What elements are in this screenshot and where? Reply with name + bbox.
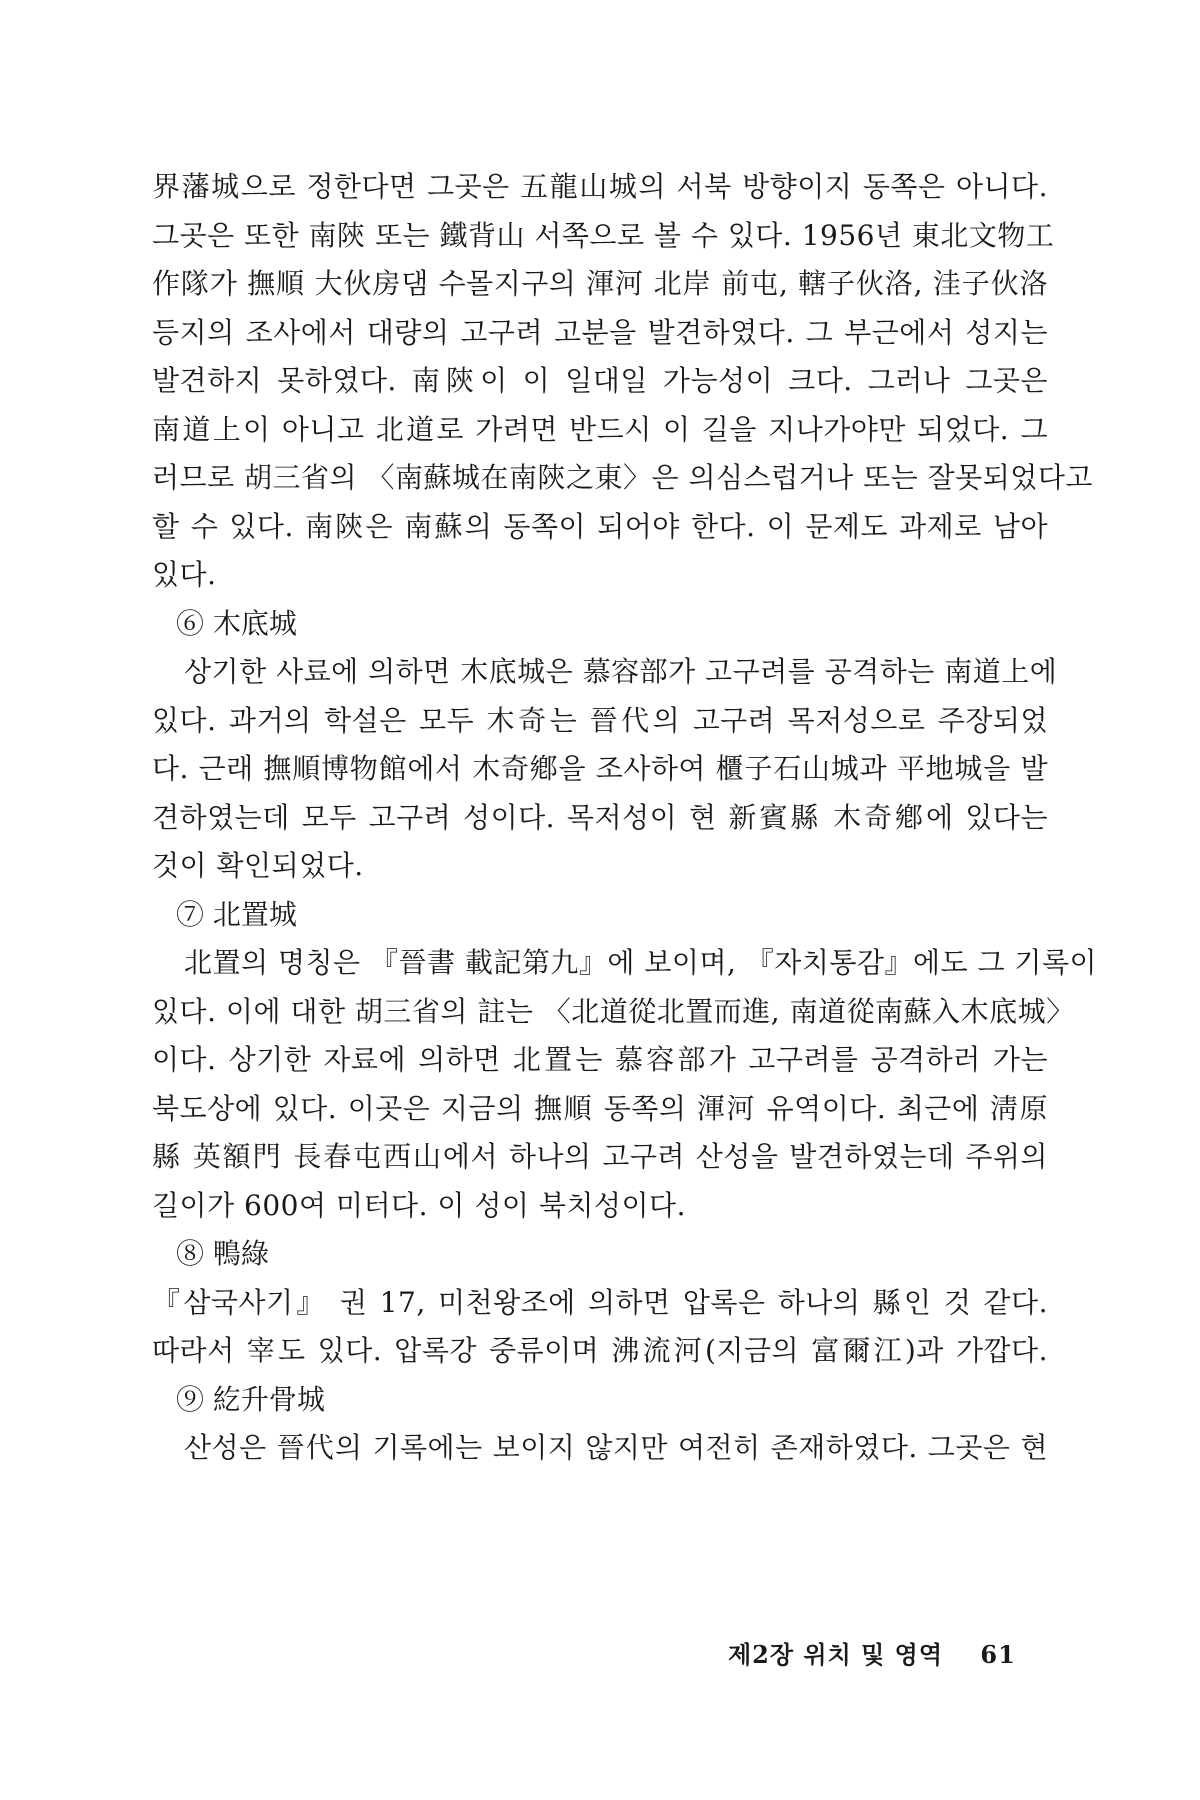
text-line: 『삼국사기』 권 17, 미천왕조에 의하면 압록은 하나의 縣인 것 같다.	[152, 1285, 1048, 1319]
text-line: 이다. 상기한 자료에 의하면 北置는 慕容部가 고구려를 공격하러 가는	[152, 1043, 1048, 1076]
text-line: 있다. 과거의 학설은 모두 木奇는 晉代의 고구려 목저성으로 주장되었	[152, 703, 1048, 737]
text-line: 다. 근래 撫順博物館에서 木奇鄕을 조사하여 櫃子石山城과 平地城을 발	[152, 752, 1048, 785]
text-line: 등지의 조사에서 대량의 고구려 고분을 발견하였다. 그 부근에서 성지는	[152, 315, 1048, 349]
text-line: 할 수 있다. 南陝은 南蘇의 동쪽이 되어야 한다. 이 문제도 과제로 남아	[152, 509, 1048, 543]
page-number: 61	[980, 1640, 1016, 1669]
text-line: 있다.	[152, 558, 217, 591]
text-line: 산성은 晉代의 기록에는 보이지 않지만 여전히 존재하였다. 그곳은 현	[184, 1431, 1048, 1464]
body-text	[152, 163, 1098, 1473]
text-line: 발견하지 못하였다. 南陝이 이 일대일 가능성이 크다. 그러나 그곳은	[152, 364, 1048, 397]
text-line: 있다. 이에 대한 胡三省의 註는 〈北道從北置而進, 南道從南蘇入木底城〉	[152, 994, 1075, 1028]
text-line: 作隊가 撫順 大伙房댐 수몰지구의 渾河 北岸 前屯, 轄子伙洛, 洼子伙洛	[152, 267, 1048, 300]
text-line: 상기한 사료에 의하면 木底城은 慕容部가 고구려를 공격하는 南道上에	[184, 655, 1058, 688]
page-footer	[728, 1635, 1016, 1670]
text-line: 러므로 胡三省의 〈南蘇城在南陝之東〉은 의심스럽거나 또는 잘못되었다고	[152, 461, 1093, 494]
text-line: 것이 확인되었다.	[152, 849, 364, 882]
text-line: 縣 英額門 長春屯西山에서 하나의 고구려 산성을 발견하였는데 주위의	[152, 1140, 1048, 1173]
section-heading-bukchiseong: ⑦ 北置城	[176, 897, 297, 931]
section-heading-heulseunggolseong: ⑨ 紇升骨城	[176, 1382, 325, 1416]
section-heading-amnok: ⑧ 鴨綠	[176, 1237, 269, 1270]
text-line: 길이가 600여 미터다. 이 성이 북치성이다.	[152, 1188, 686, 1222]
text-line: 따라서 宰도 있다. 압록강 중류이며 沸流河(지금의 富爾江)과 가깝다.	[152, 1334, 1048, 1367]
chapter-title: 제2장 위치 및 영역	[728, 1640, 944, 1669]
section-heading-mokjeoseong: ⑥ 木底城	[176, 606, 297, 640]
text-line: 南道上이 아니고 北道로 가려면 반드시 이 길을 지나가야만 되었다. 그	[152, 412, 1048, 446]
text-line: 그곳은 또한 南陝 또는 鐵背山 서쪽으로 볼 수 있다. 1956년 東北文物工	[152, 218, 1055, 252]
text-line: 界藩城으로 정한다면 그곳은 五龍山城의 서북 방향이지 동쪽은 아니다.	[152, 170, 1048, 203]
text-line: 견하였는데 모두 고구려 성이다. 목저성이 현 新賓縣 木奇鄕에 있다는	[152, 800, 1048, 834]
text-line: 북도상에 있다. 이곳은 지금의 撫順 동쪽의 渾河 유역이다. 최근에 淸原	[152, 1091, 1048, 1125]
text-line: 北置의 명칭은 『晉書 載記第九』에 보이며, 『자치통감』에도 그 기록이	[184, 946, 1098, 979]
